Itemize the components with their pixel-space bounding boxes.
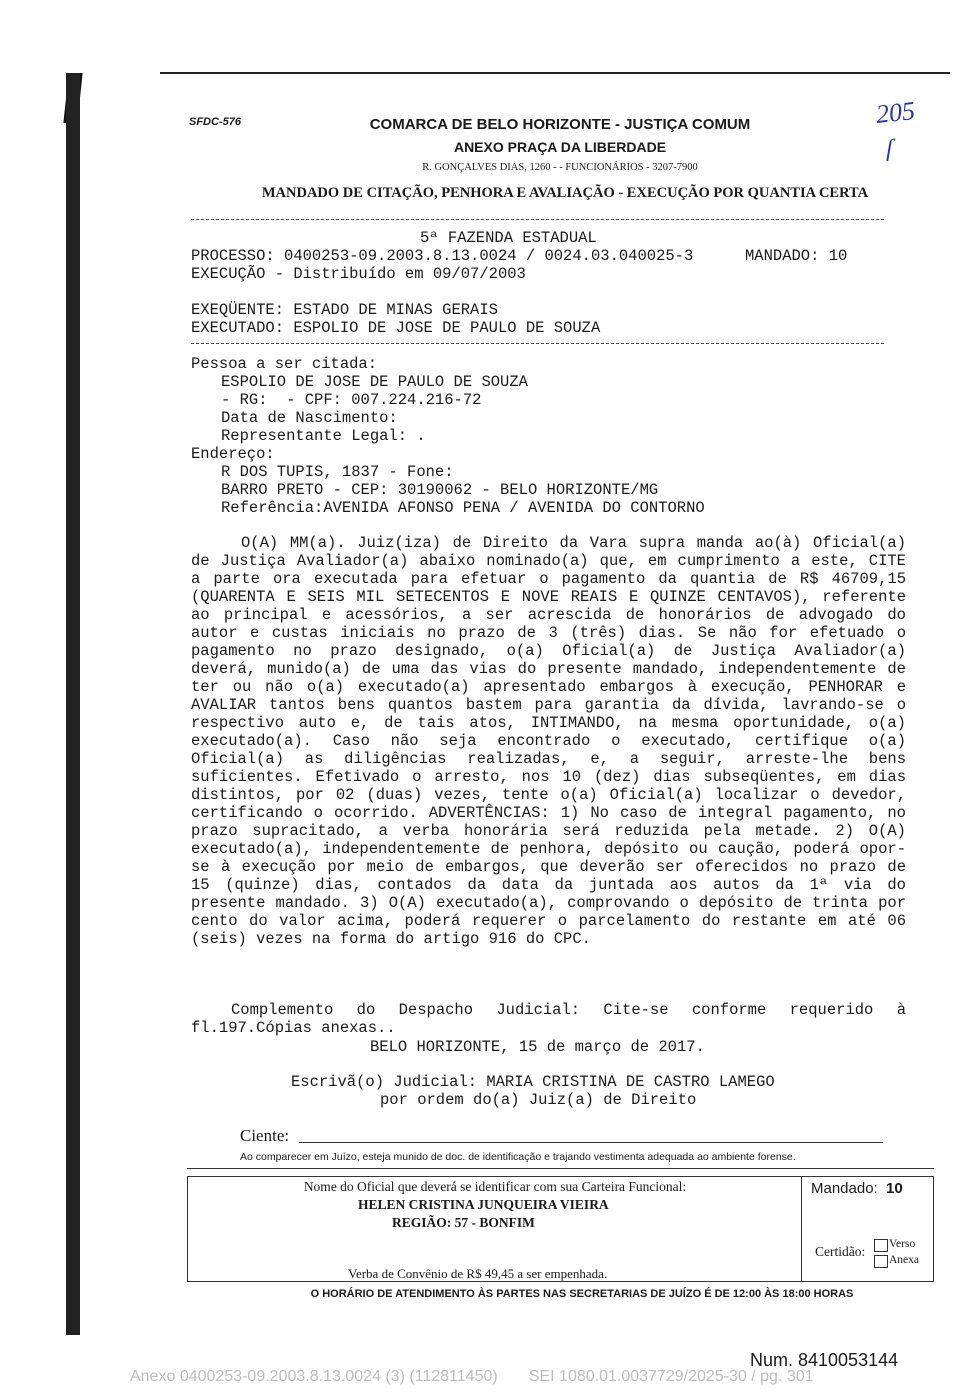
scan-top-border (160, 72, 950, 74)
officer-intro: Nome do Oficial que deverá se identificar com sua Carteira Funcional: (303, 1179, 687, 1194)
separator-top (191, 219, 884, 221)
address-street: R DOS TUPIS, 1837 - Fone: (221, 463, 454, 481)
verso-label: Verso (889, 1238, 916, 1250)
sei-watermark: Anexo 0400253-09.2003.8.13.0024 (3) (112811450) SEI 1080.01.0037729/2025-30 / pg. 301 (130, 1368, 814, 1385)
ciente-label: Ciente: (240, 1126, 290, 1145)
anexa-checkbox[interactable] (874, 1255, 888, 1273)
anexa-label: Anexa (889, 1254, 920, 1266)
person-label: Pessoa a ser citada: (191, 355, 378, 373)
clerk-name: Escrivã(o) Judicial: MARIA CRISTINA DE CASTRO LAMEGO (291, 1073, 775, 1091)
address-reference: Referência:AVENIDA AFONSO PENA / AVENIDA DO CONTORNO (221, 499, 705, 517)
person-rg-cpf: - RG: - CPF: 007.224.216-72 (221, 391, 482, 409)
vara-name: 5ª FAZENDA ESTADUAL (420, 229, 597, 247)
officer-region: REGIÃO: 57 - BONFIM (392, 1215, 535, 1230)
court-title: COMARCA DE BELO HORIZONTE - JUSTIÇA COMUM (369, 116, 751, 133)
officer-box-divider (801, 1177, 802, 1281)
mandado-number: MANDADO: 10 (745, 247, 848, 265)
process-number: PROCESSO: 0400253-09.2003.8.13.0024 / 0024.03.040025-3 (191, 247, 694, 265)
annex-title: ANEXO PRAÇA DA LIBERDADE (453, 139, 667, 155)
handwritten-page-number: 205 (874, 96, 917, 129)
handwritten-initial: ſ (886, 136, 893, 162)
mandado-box-number: 10 (886, 1180, 903, 1197)
convenio-amount: Verba de Convênio de R$ 49,45 a ser empenhada. (348, 1266, 608, 1281)
scan-left-border (66, 73, 80, 1335)
hours-notice: O HORÁRIO DE ATENDIMENTO ÀS PARTES NAS SECRETARIAS DE JUÍZO É DE 12:00 ÀS 18:00 HORAS (310, 1288, 854, 1300)
address-label: Endereço: (191, 445, 275, 463)
address-district: BARRO PRETO - CEP: 30190062 - BELO HORIZONTE/MG (221, 481, 659, 499)
mandate-body: O(A) MM(a). Juiz(iza) de Direito da Vara supra manda ao(à) Oficial(a) de Justiça Avaliador(a) abaixo nominado(a) que, em cumprimento a este, CITE a parte ora executada para efetuar o pagamento da quantia de R$ 46709,15 (QUARENTA E SEIS MIL SETECENTOS E NOVE REAIS E QUINZE CENTAVOS), referente ao principal e acessórios, a ser acrescida de honorários de advogado do autor e custas iniciais no prazo de 3 (três) dias. Se não for efetuado o pagamento no prazo designado, o(a) Oficial(a) de Justiça Avaliador(a) deverá, munido(a) de uma das vias do presente mandado, independentemente de ter ou não o(a) executado(a) apresentado embargos à execução, PENHORAR e AVALIAR tantos bens quantos bastem para garantia da dívida, lavrando-se o respectivo auto e, de tais atos, INTIMANDO, na mesma oportunidade, o(a) executado(a). Caso não seja encontrado o executado, certifique o(a) Oficial(a) as diligências realizadas, e, a seguir, arreste-lhe bens suficientes. Efetivado o arresto, nos 10 (dez) dias subseqüentes, em dias distintos, por 02 (duas) vezes, tente o(a) Oficial(a) localizar o devedor, certificando o ocorrido. ADVERTÊNCIAS: 1) No caso de integral pagamento, no prazo supracitado, a verba honorária será reduzida pela metade. 2) O(A) executado(a), independentemente de penhora, depósito ou caução, poderá opor-se à execução por meio de embargos, que deverão ser oferecidos no prazo de 15 (quinze) dias, contados da data da juntada aos autos da 1ª via do presente mandado. 3) O(A) executado(a), comprovando o depósito de trinta por cento do valor acima, poderá requerer o parcelamento do restante em até 06 (seis) vezes na forma do artigo 916 do CPC. (191, 534, 906, 948)
judge-order: por ordem do(a) Juiz(a) de Direito (380, 1091, 697, 1109)
person-name: ESPOLIO DE JOSE DE PAULO DE SOUZA (221, 373, 528, 391)
separator-middle (191, 343, 884, 345)
notice-rule (187, 1168, 934, 1169)
person-birth: Data de Nascimento: (221, 409, 398, 427)
execution-date: EXECUÇÃO - Distribuído em 09/07/2003 (191, 265, 526, 283)
executado: EXECUTADO: ESPOLIO DE JOSE DE PAULO DE SOUZA (191, 319, 601, 337)
mandado-label: Mandado: (811, 1180, 878, 1197)
signature-line (299, 1142, 883, 1143)
dress-notice: Ao comparecer em Juízo, esteja munido de doc. de identificação e trajando vestimenta adequada ao ambiente forense. (240, 1151, 796, 1163)
document-number: Num. 8410053144 (750, 1350, 899, 1370)
person-representative: Representante Legal: . (221, 427, 426, 445)
date-line: BELO HORIZONTE, 15 de março de 2017. (370, 1038, 705, 1056)
court-address: R. GONÇALVES DIAS, 1260 - - FUNCIONÁRIOS - 3207-7900 (422, 162, 698, 173)
exequente: EXEQÜENTE: ESTADO DE MINAS GERAIS (191, 301, 498, 319)
despacho-complement: Complemento do Despacho Judicial: Cite-se conforme requerido à fl.197.Cópias anexas.. (191, 1001, 906, 1037)
officer-name: HELEN CRISTINA JUNQUEIRA VIEIRA (358, 1197, 609, 1212)
form-code: SFDC-576 (189, 116, 241, 128)
certidao-label: Certidão: (815, 1244, 866, 1259)
document-title: MANDADO DE CITAÇÃO, PENHORA E AVALIAÇÃO - EXECUÇÃO POR QUANTIA CERTA (261, 185, 869, 201)
